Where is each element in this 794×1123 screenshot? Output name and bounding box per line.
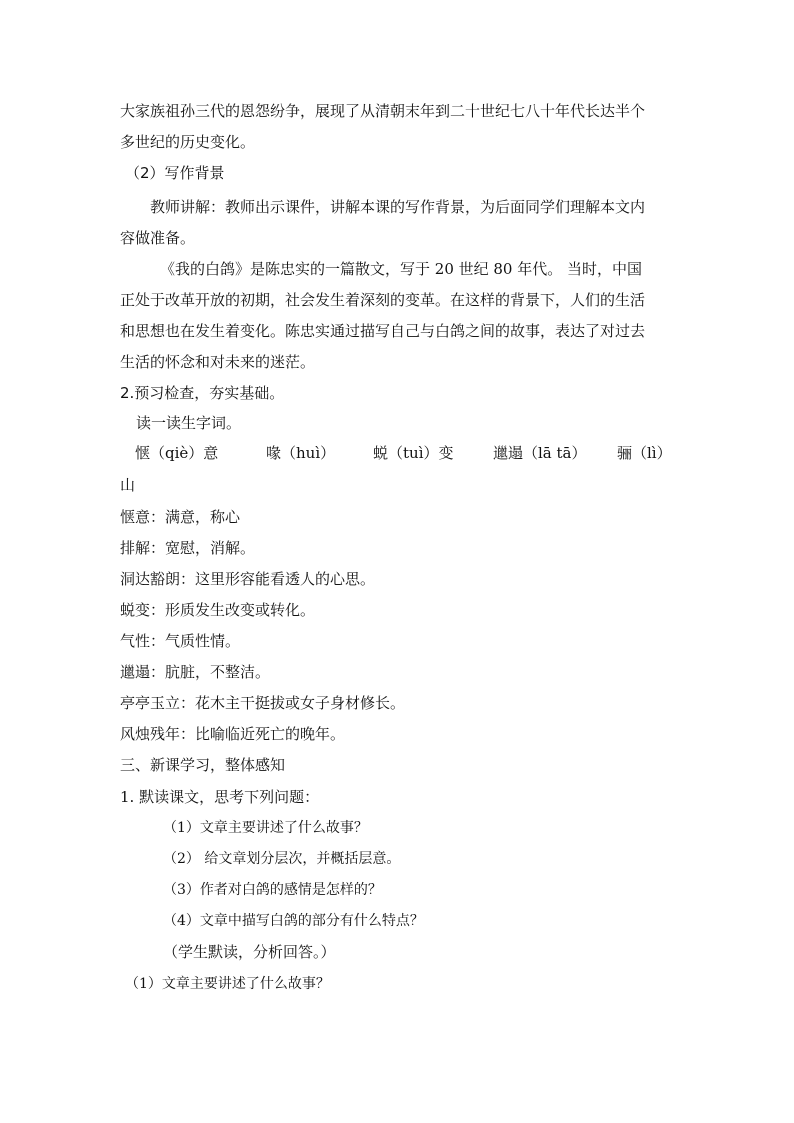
- preview-heading: 2.预习检查，夯实基础。: [120, 384, 285, 402]
- definition-item: 亭亭玉立：花木主干挺拔或女子身材修长。: [120, 694, 406, 712]
- definition-item: 惬意：满意，称心: [120, 508, 241, 526]
- vocab-row: [120, 442, 694, 466]
- vocab-word-3: 蜕（tuì）变: [373, 444, 454, 462]
- student-note: （学生默读，分析回答。）: [163, 943, 336, 961]
- definition-item: 气性：气质性情。: [120, 632, 241, 650]
- background-line-4: 生活的怀念和对未来的迷茫。: [120, 353, 316, 371]
- background-line-1: 《我的白鸽》是陈忠实的一篇散文，写于 20 世纪 80 年代。 当时，中国: [160, 260, 643, 278]
- answer-question-1: （1）文章主要讲述了什么故事？: [125, 976, 330, 992]
- question-2: （2） 给文章划分层次，并概括层意。: [163, 851, 401, 867]
- section-heading: 三、新课学习，整体感知: [120, 756, 286, 774]
- definition-item: 排解：宽慰，消解。: [120, 539, 256, 557]
- vocab-word-5-continued: 山: [120, 476, 136, 494]
- definition-item: 洞达豁朗：这里形容能看透人的心思。: [120, 570, 376, 588]
- definition-item: 邋遢：肮脏，不整洁。: [120, 663, 271, 681]
- background-line-2: 正处于改革开放的初期，社会发生着深刻的变革。在这样的背景下，人们的生活: [120, 291, 646, 309]
- background-line-3: 和思想也在发生着变化。陈忠实通过描写自己与白鸽之间的故事，表达了对过去: [120, 322, 646, 340]
- vocab-word-2: 喙（huì）: [266, 444, 336, 462]
- vocab-word-4: 邋遢（lā tā）: [493, 444, 587, 462]
- background-heading: （2）写作背景: [125, 164, 225, 182]
- teacher-explanation-line-2: 容做准备。: [120, 229, 196, 247]
- intro-line-1: 大家族祖孙三代的恩怨纷争，展现了从清朝末年到二十世纪七八十年代长达半个: [120, 102, 646, 120]
- read-words-heading: 读一读生字词。: [136, 414, 242, 432]
- reading-task: 1. 默读课文，思考下列问题：: [120, 788, 320, 806]
- question-3: （3）作者对白鸽的感情是怎样的？: [163, 882, 382, 898]
- definition-item: 蜕变：形质发生改变或转化。: [120, 601, 316, 619]
- question-4: （4）文章中描写白鸽的部分有什么特点？: [163, 913, 424, 929]
- vocab-word-5: 骊（lì）: [617, 444, 672, 462]
- definition-item: 风烛残年：比喻临近死亡的晚年。: [120, 725, 346, 743]
- vocab-word-1: 惬（qiè）意: [135, 444, 219, 462]
- question-1: （1）文章主要讲述了什么故事？: [163, 820, 368, 836]
- teacher-explanation-line-1: 教师讲解：教师出示课件，讲解本课的写作背景，为后面同学们理解本文内: [150, 198, 646, 216]
- intro-line-2: 多世纪的历史变化。: [120, 133, 256, 151]
